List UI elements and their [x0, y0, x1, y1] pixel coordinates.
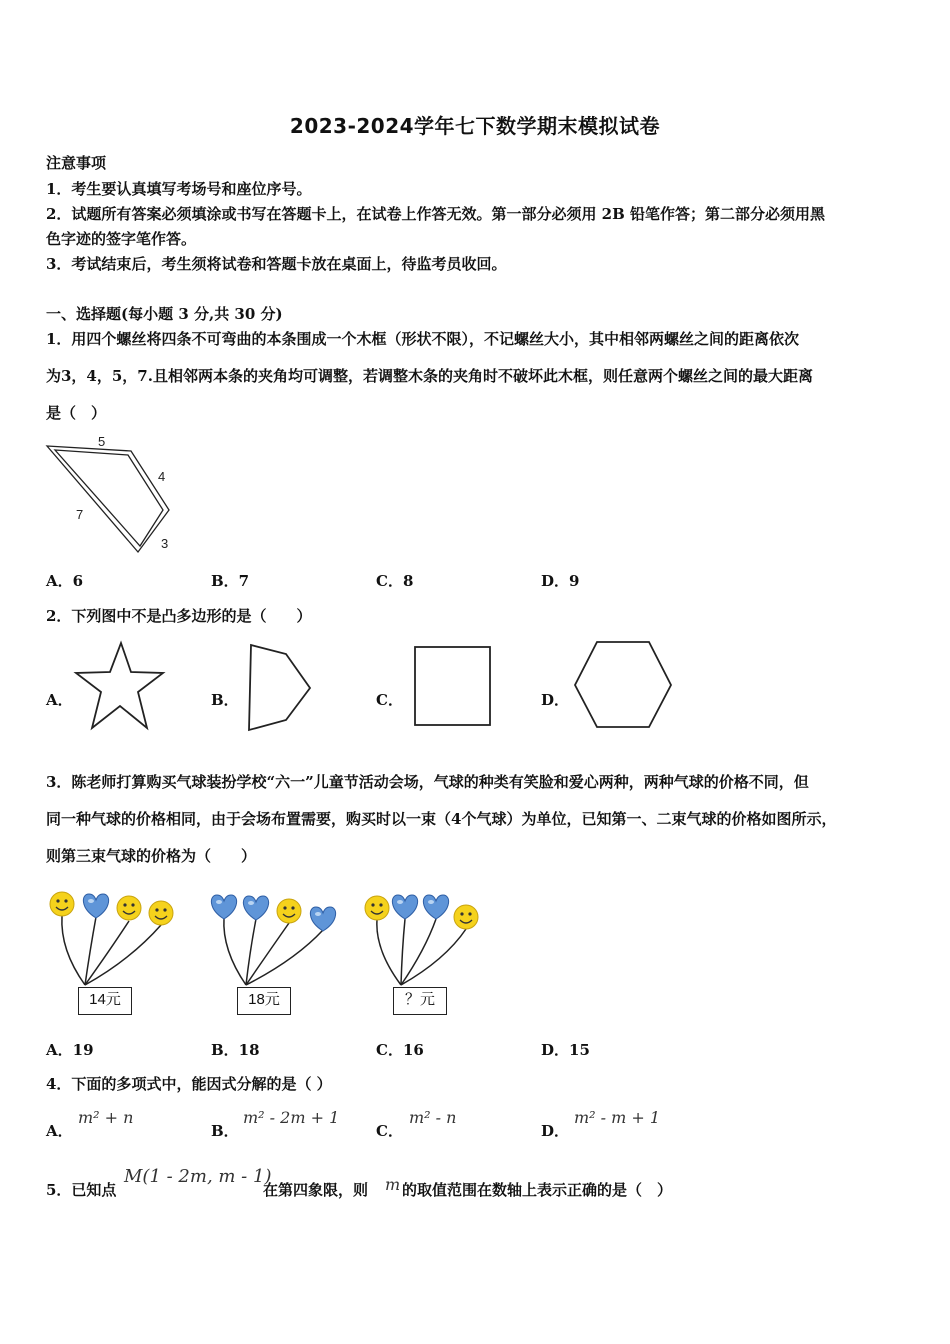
q3-line-2: 同一种气球的价格相同，由于会场布置需要，购买时以一束（4个气球）为单位，已知第一、二束气球的价格如图所示，	[46, 810, 837, 828]
section-heading: 一、选择题(每小题 3 分,共 30 分)	[46, 305, 283, 323]
q1-option-b[interactable]: B．7	[211, 572, 250, 590]
notice-heading: 注意事项	[46, 154, 107, 172]
q5-point: M(1 - 2m, m - 1)	[124, 1166, 272, 1187]
notice-item-2-cont: 色字迹的签字笔作答。	[46, 230, 197, 248]
smiley-balloon	[50, 892, 74, 916]
heart-balloon	[392, 895, 417, 919]
q1-line-2: 为3，4，5，7.且相邻两本条的夹角均可调整，若调整木条的夹角时不破坏此木框，则任意两个螺丝之间的最大距离	[46, 367, 813, 385]
q3-option-c[interactable]: C．16	[376, 1041, 424, 1059]
q2-option-c[interactable]: C．	[376, 691, 403, 709]
notice-item-3: 3．考试结束后，考生须将试卷和答题卡放在桌面上，待监考员收回。	[46, 255, 507, 273]
q3-line-1: 3．陈老师打算购买气球装扮学校“六一”儿童节活动会场，气球的种类有笑脸和爱心两种，两种气球的价格不同，但	[46, 773, 809, 791]
heart-balloon	[423, 895, 448, 919]
heart-balloon	[243, 896, 268, 920]
q1-option-a[interactable]: A．6	[46, 572, 84, 590]
q3-option-a[interactable]: A．19	[46, 1041, 94, 1059]
q2-option-d[interactable]: D．	[541, 691, 570, 709]
q1-label-3: 3	[161, 536, 169, 551]
q5-var: m	[385, 1175, 401, 1194]
page-title: 2023-2024学年七下数学期末模拟试卷	[289, 114, 661, 138]
price-tag-2: 18元	[237, 987, 291, 1015]
balloon-bundle-1	[62, 916, 161, 985]
q3-line-3: 则第三束气球的价格为（ ）	[46, 847, 257, 865]
notice-item-2: 2．试题所有答案必须填涂或书写在答题卡上，在试卷上作答无效。第一部分必须用 2B 铅笔作答；第二部分必须用黑	[46, 205, 826, 223]
q4-expr-c: m² - n	[409, 1108, 457, 1127]
q4-expr-d: m² - m + 1	[574, 1108, 661, 1127]
q5-prefix: 5．已知点	[46, 1181, 117, 1199]
heart-balloon	[83, 894, 108, 918]
q4-option-c[interactable]: C．	[376, 1122, 403, 1140]
q3-option-b[interactable]: B．18	[211, 1041, 260, 1059]
q4-expr-a: m² + n	[78, 1108, 134, 1127]
q5-middle: 在第四象限，则	[263, 1181, 369, 1199]
smiley-balloon	[117, 896, 141, 920]
price-tag-3: ？元	[393, 987, 447, 1015]
smiley-balloon	[454, 905, 478, 929]
q5-suffix: 的取值范围在数轴上表示正确的是（ ）	[402, 1181, 673, 1199]
q2-option-b[interactable]: B．	[211, 691, 239, 709]
q1-line-1: 1．用四个螺丝将四条不可弯曲的本条围成一个木框（形状不限），不记螺丝大小，其中相邻两螺丝之间的距离依次	[46, 330, 799, 348]
q4-expr-b: m² - 2m + 1	[243, 1108, 340, 1127]
q1-label-7: 7	[76, 507, 84, 522]
price-tag-1: 14元	[78, 987, 132, 1015]
q1-label-4: 4	[158, 469, 166, 484]
heart-balloon	[211, 895, 236, 919]
q4-option-a[interactable]: A．	[46, 1122, 73, 1140]
q3-option-d[interactable]: D．15	[541, 1041, 590, 1059]
q1-line-3: 是（ ）	[46, 404, 107, 422]
heart-balloon	[310, 907, 335, 931]
q4-option-b[interactable]: B．	[211, 1122, 239, 1140]
balloon-bundle-2	[224, 918, 323, 985]
q1-option-c[interactable]: C．8	[376, 572, 414, 590]
q4-text: 4．下面的多项式中，能因式分解的是（ ）	[46, 1075, 332, 1093]
q1-label-5: 5	[98, 434, 106, 449]
smiley-balloon	[365, 896, 389, 920]
balloon-bundle-3	[377, 919, 466, 985]
notice-item-1: 1．考生要认真填写考场号和座位序号。	[46, 180, 312, 198]
smiley-balloon	[149, 901, 173, 925]
q1-option-d[interactable]: D．9	[541, 572, 580, 590]
q4-option-d[interactable]: D．	[541, 1122, 570, 1140]
smiley-balloon	[277, 899, 301, 923]
q2-text: 2．下列图中不是凸多边形的是（ ）	[46, 607, 312, 625]
q2-option-a[interactable]: A．	[46, 691, 73, 709]
